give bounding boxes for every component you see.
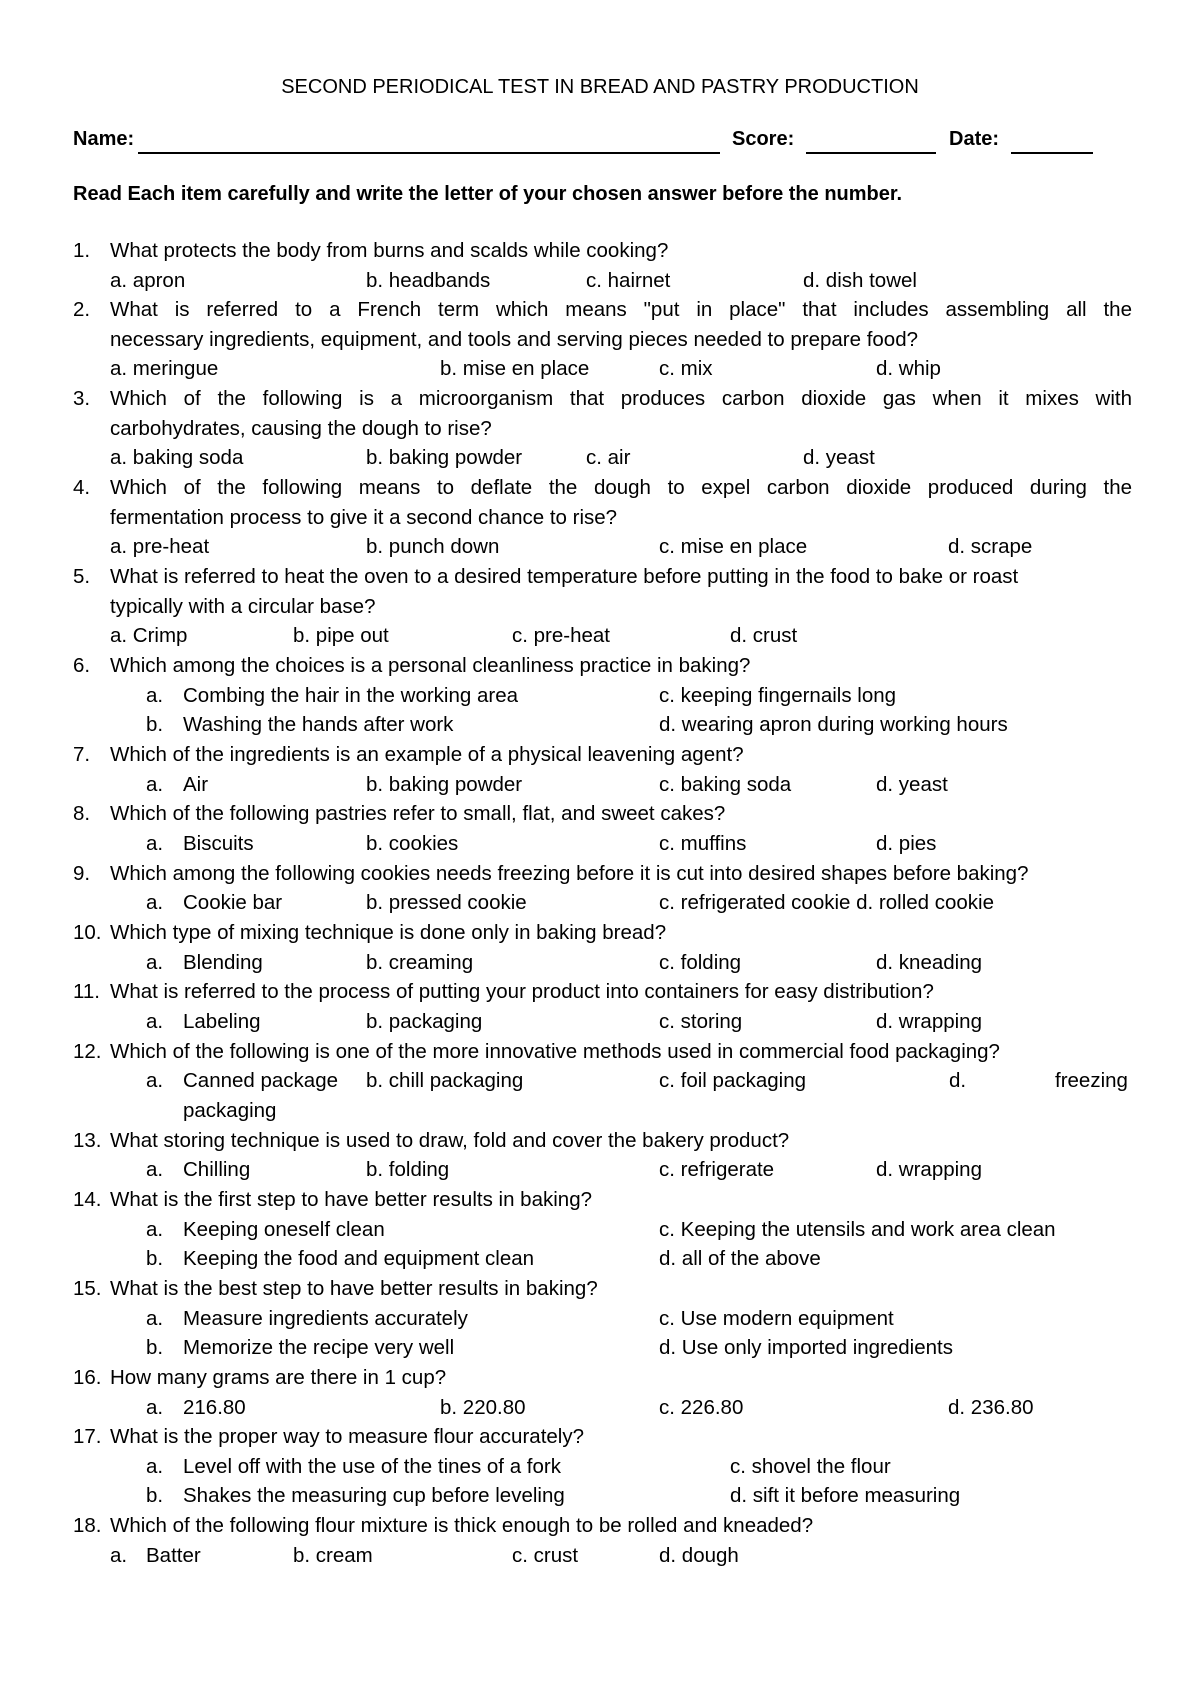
option[interactable]: b. mise en place	[440, 357, 590, 380]
question-number: 6.	[73, 654, 91, 677]
question-number: 15.	[73, 1277, 102, 1300]
question-text: How many grams are there in 1 cup?	[110, 1366, 447, 1389]
date-label: Date:	[949, 128, 1000, 150]
option[interactable]: b. packaging	[366, 1010, 483, 1033]
option[interactable]: Batter	[146, 1544, 201, 1567]
question-text: What is referred to heat the oven to a desired temperature before putting in the food to bake or roast	[110, 565, 1019, 588]
option[interactable]: d. scrape	[948, 535, 1033, 558]
option-letter: a.	[146, 1158, 164, 1181]
question-text: Which of the following is one of the more innovative methods used in commercial food packaging?	[110, 1040, 1000, 1063]
option[interactable]: c. refrigerate	[659, 1158, 775, 1181]
option-letter: a.	[146, 1307, 164, 1330]
option-letter: a.	[146, 1010, 164, 1033]
question-text: What is referred to the process of putting your product into containers for easy distribution?	[110, 980, 934, 1003]
question-text: Which of the following is a microorganism that produces carbon dioxide gas when it mixes with	[110, 387, 1132, 410]
option-letter: a.	[146, 1455, 164, 1478]
option[interactable]: Measure ingredients accurately	[183, 1307, 468, 1330]
score-blank[interactable]	[806, 152, 936, 154]
option[interactable]: c. folding	[659, 951, 742, 974]
option[interactable]: b. chill packaging	[366, 1069, 524, 1092]
option[interactable]: c. foil packaging	[659, 1069, 807, 1092]
option[interactable]: c. shovel the flour	[730, 1455, 891, 1478]
question-number: 3.	[73, 387, 91, 410]
instruction-text: Read Each item carefully and write the letter of your chosen answer before the number.	[73, 183, 903, 205]
option[interactable]: d. pies	[876, 832, 937, 855]
student-info-line	[73, 128, 1103, 156]
question-number: 2.	[73, 298, 91, 321]
option[interactable]: Shakes the measuring cup before leveling	[183, 1484, 565, 1507]
question-number: 5.	[73, 565, 91, 588]
question-text: fermentation process to give it a second chance to rise?	[110, 506, 618, 529]
option[interactable]: c. Keeping the utensils and work area clean	[659, 1218, 1056, 1241]
question-number: 4.	[73, 476, 91, 499]
question-text: Which among the choices is a personal cleanliness practice in baking?	[110, 654, 751, 677]
question-text: What is referred to a French term which means "put in place" that includes assembling all the	[110, 298, 1132, 321]
option[interactable]: Labeling	[183, 1010, 261, 1033]
question-number: 12.	[73, 1040, 102, 1063]
question-number: 18.	[73, 1514, 102, 1537]
option-letter: b.	[146, 713, 164, 736]
option[interactable]: d. all of the above	[659, 1247, 821, 1270]
question-number: 1.	[73, 239, 91, 262]
option[interactable]: c. baking soda	[659, 773, 792, 796]
option-letter: a.	[146, 832, 164, 855]
question-number: 7.	[73, 743, 91, 766]
option[interactable]: c. pre-heat	[512, 624, 610, 647]
option[interactable]: b. baking powder	[366, 773, 523, 796]
option[interactable]: d. Use only imported ingredients	[659, 1336, 953, 1359]
option-letter: a.	[146, 1218, 164, 1241]
option[interactable]: d. yeast	[876, 773, 948, 796]
option[interactable]: c. Use modern equipment	[659, 1307, 894, 1330]
question-text: Which among the following cookies needs freezing before it is cut into desired shapes before baking?	[110, 862, 1029, 885]
option[interactable]: Keeping oneself clean	[183, 1218, 385, 1241]
option[interactable]: c. air	[586, 446, 631, 469]
question-text: Which type of mixing technique is done only in baking bread?	[110, 921, 667, 944]
option[interactable]: Cookie bar	[183, 891, 283, 914]
option[interactable]: c. storing	[659, 1010, 743, 1033]
option[interactable]: d. kneading	[876, 951, 983, 974]
question-text: necessary ingredients, equipment, and tools and serving pieces needed to prepare food?	[110, 328, 919, 351]
option[interactable]: c. refrigerated cookie d. rolled cookie	[659, 891, 995, 914]
question-text: carbohydrates, causing the dough to rise?	[110, 417, 492, 440]
option[interactable]: Washing the hands after work	[183, 713, 454, 736]
question-text: typically with a circular base?	[110, 595, 376, 618]
page-title: SECOND PERIODICAL TEST IN BREAD AND PASTRY PRODUCTION	[281, 76, 919, 98]
name-blank[interactable]	[138, 152, 720, 154]
option[interactable]: b. punch down	[366, 535, 500, 558]
option[interactable]: c. keeping fingernails long	[659, 684, 897, 707]
question-number: 11.	[73, 980, 100, 1003]
question-number: 14.	[73, 1188, 102, 1211]
option[interactable]: b. headbands	[366, 269, 491, 292]
option[interactable]: Blending	[183, 951, 263, 974]
option[interactable]: d. sift it before measuring	[730, 1484, 961, 1507]
question-text: Which of the following means to deflate the dough to expel carbon dioxide produced during the	[110, 476, 1132, 499]
option[interactable]: b. baking powder	[366, 446, 523, 469]
option[interactable]: d. dish towel	[803, 269, 917, 292]
option[interactable]: b. pressed cookie	[366, 891, 527, 914]
option[interactable]: d. wearing apron during working hours	[659, 713, 1008, 736]
option[interactable]: a. pre-heat	[110, 535, 210, 558]
option[interactable]: Chilling	[183, 1158, 251, 1181]
option-letter: a.	[146, 684, 164, 707]
option[interactable]: freezing	[1055, 1069, 1128, 1092]
option[interactable]: c. mix	[659, 357, 713, 380]
option[interactable]: Keeping the food and equipment clean	[183, 1247, 535, 1270]
question-number: 10.	[73, 921, 102, 944]
option[interactable]: d. yeast	[803, 446, 875, 469]
option-letter: a.	[146, 1069, 164, 1092]
name-label: Name:	[73, 128, 135, 150]
question-number: 16.	[73, 1366, 102, 1389]
option-letter: a.	[146, 1396, 164, 1419]
option[interactable]: Biscuits	[183, 832, 254, 855]
option[interactable]: d. whip	[876, 357, 941, 380]
option[interactable]: Memorize the recipe very well	[183, 1336, 455, 1359]
option[interactable]: Level off with the use of the tines of a fork	[183, 1455, 561, 1478]
option-continuation: packaging	[183, 1099, 277, 1122]
option[interactable]: c. 226.80	[659, 1396, 744, 1419]
option-letter: b.	[146, 1247, 164, 1270]
question-text: Which of the following pastries refer to small, flat, and sweet cakes?	[110, 802, 726, 825]
question-text: What is the best step to have better results in baking?	[110, 1277, 598, 1300]
option-letter: a.	[146, 773, 164, 796]
option-letter: b.	[146, 1484, 164, 1507]
option[interactable]: b. folding	[366, 1158, 450, 1181]
option[interactable]: a. apron	[110, 269, 186, 292]
option-letter: d.	[949, 1069, 967, 1092]
option[interactable]: b. creaming	[366, 951, 474, 974]
score-label: Score:	[732, 128, 795, 150]
question-number: 13.	[73, 1129, 102, 1152]
option-letter: a.	[146, 951, 164, 974]
option[interactable]: c. crust	[512, 1544, 579, 1567]
date-blank[interactable]	[1011, 152, 1093, 154]
option[interactable]: d. 236.80	[948, 1396, 1034, 1419]
option[interactable]: a. meringue	[110, 357, 219, 380]
question-text: Which of the ingredients is an example of a physical leavening agent?	[110, 743, 744, 766]
question-text: What is the first step to have better results in baking?	[110, 1188, 592, 1211]
option[interactable]: b. 220.80	[440, 1396, 526, 1419]
option[interactable]: d. crust	[730, 624, 798, 647]
option[interactable]: c. mise en place	[659, 535, 808, 558]
option-letter: a.	[146, 891, 164, 914]
question-number: 8.	[73, 802, 91, 825]
question-text: What storing technique is used to draw, fold and cover the bakery product?	[110, 1129, 790, 1152]
option[interactable]: c. hairnet	[586, 269, 671, 292]
option[interactable]: Canned package	[183, 1069, 339, 1092]
option[interactable]: d. wrapping	[876, 1158, 982, 1181]
option[interactable]: Air	[183, 773, 209, 796]
option[interactable]: a. Crimp	[110, 624, 188, 647]
question-text: Which of the following flour mixture is thick enough to be rolled and kneaded?	[110, 1514, 814, 1537]
option[interactable]: a. baking soda	[110, 446, 244, 469]
option[interactable]: b. pipe out	[293, 624, 389, 647]
option[interactable]: d. dough	[659, 1544, 739, 1567]
option[interactable]: d. wrapping	[876, 1010, 982, 1033]
option[interactable]: c. muffins	[659, 832, 747, 855]
question-text: What protects the body from burns and scalds while cooking?	[110, 239, 669, 262]
option[interactable]: b. cream	[293, 1544, 373, 1567]
option-letter: a.	[110, 1544, 128, 1567]
question-text: What is the proper way to measure flour accurately?	[110, 1425, 584, 1448]
option[interactable]: 216.80	[183, 1396, 246, 1419]
question-number: 17.	[73, 1425, 102, 1448]
question-number: 9.	[73, 862, 91, 885]
option-letter: b.	[146, 1336, 164, 1359]
option[interactable]: b. cookies	[366, 832, 459, 855]
option[interactable]: Combing the hair in the working area	[183, 684, 519, 707]
